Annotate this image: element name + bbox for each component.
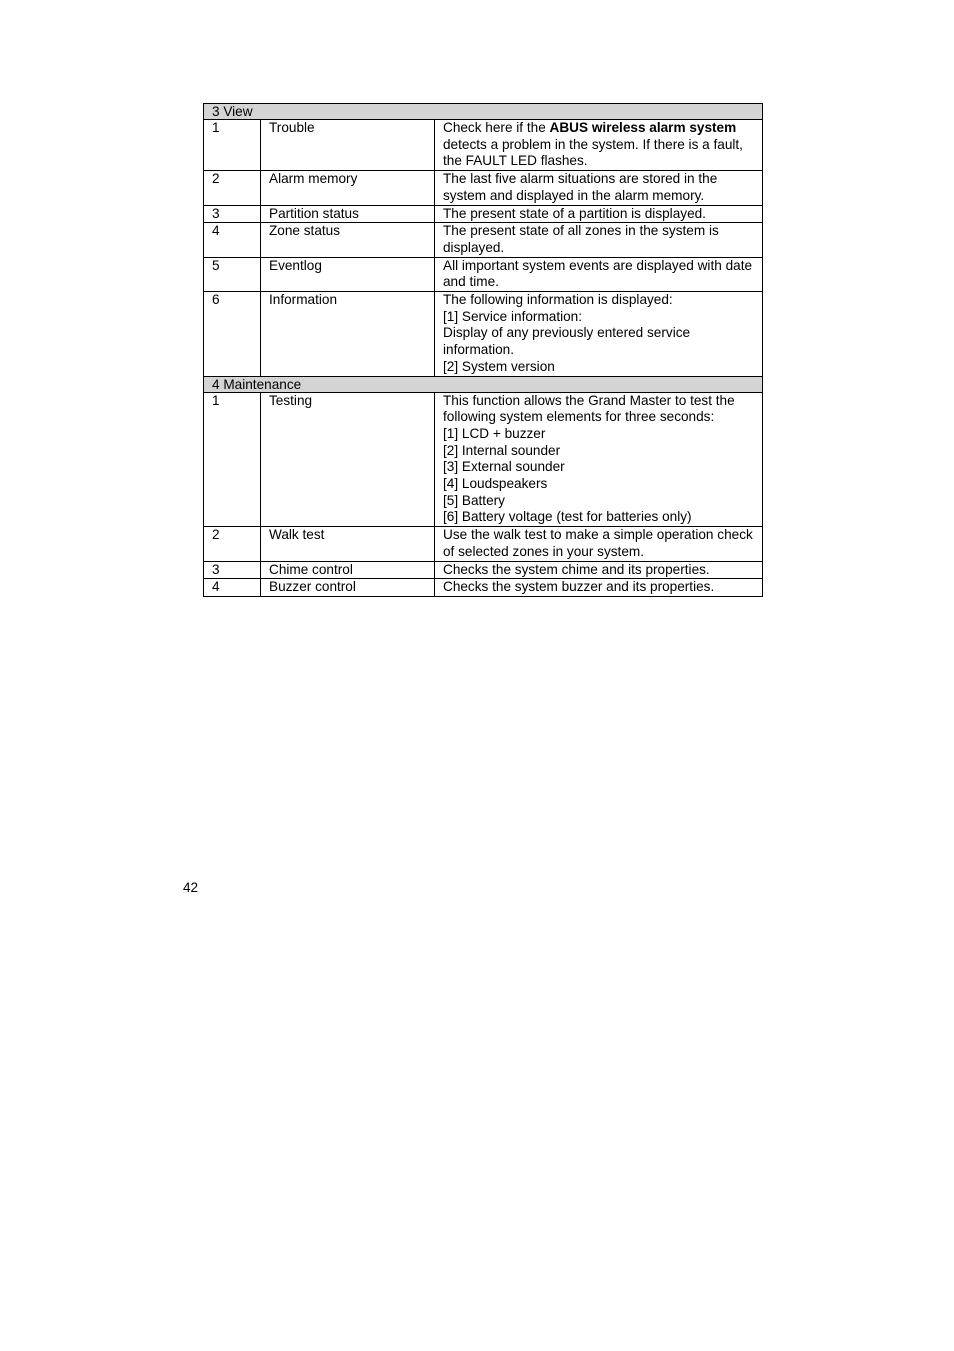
table-row — [204, 392, 763, 527]
page-number: 42 — [183, 880, 199, 895]
row-number: 5 — [204, 257, 261, 291]
row-number: 4 — [204, 579, 261, 597]
row-function: Chime control — [261, 561, 435, 579]
section-title: 3 View — [204, 104, 763, 120]
section-header-maintenance — [204, 376, 763, 392]
row-function: Partition status — [261, 205, 435, 223]
row-number: 6 — [204, 292, 261, 377]
row-number: 3 — [204, 561, 261, 579]
row-function: Eventlog — [261, 257, 435, 291]
row-description: Check here if the ABUS wireless alarm system detects a problem in the system. If there is a fault, the FAULT LED flashes. — [435, 120, 763, 171]
row-description: The present state of a partition is displayed. — [435, 205, 763, 223]
table-row — [204, 205, 763, 223]
table-row — [204, 561, 763, 579]
row-number: 4 — [204, 223, 261, 257]
row-number: 1 — [204, 120, 261, 171]
row-description: The following information is displayed: [1] Service information: Display of any previously entered service information. [2] System version — [435, 292, 763, 377]
table-row — [204, 120, 763, 171]
row-description: This function allows the Grand Master to test the following system elements for three seconds: [1] LCD + buzzer [2] Internal sounder [3] External sounder [4] Loudspeakers [5] Battery [6] Battery voltage (test for batteries only) — [435, 392, 763, 527]
row-function: Walk test — [261, 527, 435, 561]
table-row — [204, 171, 763, 205]
row-number: 2 — [204, 527, 261, 561]
row-function: Alarm memory — [261, 171, 435, 205]
row-function: Information — [261, 292, 435, 377]
row-number: 1 — [204, 392, 261, 527]
row-number: 2 — [204, 171, 261, 205]
row-description: The present state of all zones in the system is displayed. — [435, 223, 763, 257]
row-description: Checks the system chime and its properties. — [435, 561, 763, 579]
row-number: 3 — [204, 205, 261, 223]
table-row — [204, 257, 763, 291]
table-row — [204, 292, 763, 377]
section-title: 4 Maintenance — [204, 376, 763, 392]
section-header-view — [204, 104, 763, 120]
menu-function-table — [203, 103, 763, 597]
table-row — [204, 527, 763, 561]
row-description: All important system events are displayed with date and time. — [435, 257, 763, 291]
row-function: Trouble — [261, 120, 435, 171]
table-row — [204, 223, 763, 257]
row-function: Zone status — [261, 223, 435, 257]
row-description: Checks the system buzzer and its properties. — [435, 579, 763, 597]
row-function: Testing — [261, 392, 435, 527]
row-description: The last five alarm situations are stored in the system and displayed in the alarm memory. — [435, 171, 763, 205]
row-function: Buzzer control — [261, 579, 435, 597]
table-row — [204, 579, 763, 597]
row-description: Use the walk test to make a simple operation check of selected zones in your system. — [435, 527, 763, 561]
